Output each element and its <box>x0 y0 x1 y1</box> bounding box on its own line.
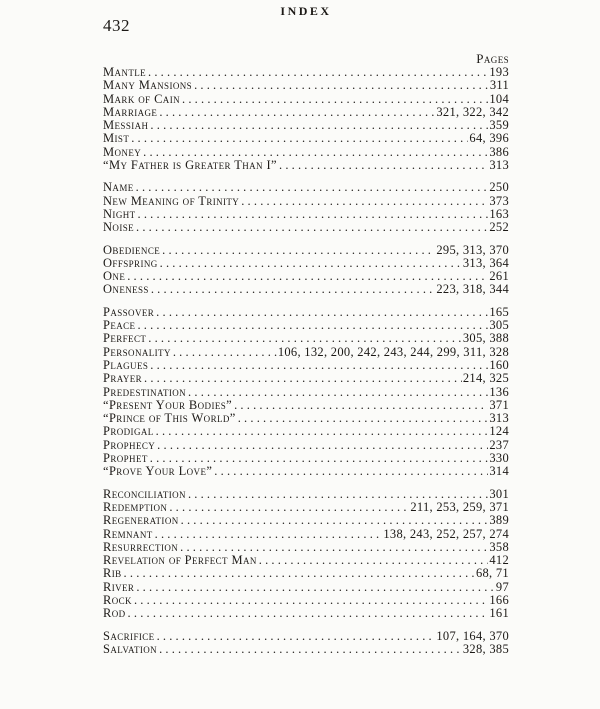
entry-pages: 193 <box>489 65 509 79</box>
entry-pages: 214, 325 <box>462 371 509 386</box>
index-group <box>103 181 509 234</box>
index-entry <box>103 306 509 319</box>
dot-leader <box>259 554 489 567</box>
index-entry <box>103 567 509 580</box>
entry-term: Resurrection <box>103 539 179 554</box>
entry-pages: 328, 385 <box>462 641 509 656</box>
index-entry <box>103 386 509 399</box>
index-group <box>103 306 509 479</box>
entry-term: Mark of Cain <box>103 91 181 106</box>
dot-leader <box>128 607 489 620</box>
dot-leader <box>138 208 489 221</box>
entry-term: Prophecy <box>103 437 156 452</box>
dot-leader <box>162 244 435 257</box>
entry-pages: 163 <box>489 206 509 221</box>
dot-leader <box>169 501 409 514</box>
entry-pages: 313, 364 <box>462 255 509 270</box>
entry-term: Obedience <box>103 242 161 257</box>
entry-pages: 386 <box>489 144 509 159</box>
index-entry <box>103 581 509 594</box>
entry-term: Rod <box>103 606 126 621</box>
entry-pages: 64, 396 <box>469 131 509 146</box>
entry-term: Rib <box>103 566 122 581</box>
index-entry <box>103 146 509 159</box>
index-content <box>103 52 509 656</box>
entry-pages: 250 <box>489 180 509 195</box>
entry-pages: 321, 322, 342 <box>436 104 509 119</box>
index-entry <box>103 257 509 270</box>
dot-leader <box>188 488 488 501</box>
index-entry <box>103 643 509 656</box>
entry-term: Remnant <box>103 526 153 541</box>
dot-leader <box>194 79 489 92</box>
dot-leader <box>143 146 488 159</box>
pages-column-label: Pages <box>476 51 509 66</box>
index-entry <box>103 399 509 412</box>
dot-leader <box>180 541 488 554</box>
entry-term: Prayer <box>103 371 143 386</box>
entry-pages: 305, 388 <box>462 331 509 346</box>
index-entry <box>103 332 509 345</box>
index-entry <box>103 159 509 172</box>
entry-term: Sacrifice <box>103 628 155 643</box>
entry-pages: 124 <box>489 424 509 439</box>
dot-leader <box>279 159 488 172</box>
entry-term: New Meaning of Trinity <box>103 193 240 208</box>
entry-term: Money <box>103 144 142 159</box>
entry-term: One <box>103 269 126 284</box>
entry-pages: 104 <box>489 91 509 106</box>
entry-term: Noise <box>103 220 135 235</box>
entry-term: Marriage <box>103 104 158 119</box>
index-entry <box>103 554 509 567</box>
entry-pages: 165 <box>489 304 509 319</box>
entry-term: Redemption <box>103 499 168 514</box>
dot-leader <box>159 643 462 656</box>
index-entry <box>103 119 509 132</box>
index-entry <box>103 528 509 541</box>
index-entry <box>103 439 509 452</box>
entry-term: Mantle <box>103 65 147 79</box>
entry-pages: 314 <box>489 464 509 479</box>
dot-leader <box>160 257 462 270</box>
dot-leader <box>238 412 489 425</box>
dot-leader <box>157 630 436 643</box>
entry-pages: 107, 164, 370 <box>436 628 509 643</box>
dot-leader <box>173 346 277 359</box>
index-entry <box>103 514 509 527</box>
entry-pages: 295, 313, 370 <box>436 242 509 257</box>
dot-leader <box>156 425 489 438</box>
dot-leader <box>157 439 488 452</box>
dot-leader <box>159 106 435 119</box>
index-group <box>103 244 509 297</box>
entry-term: Many Mansions <box>103 78 193 93</box>
index-entry <box>103 66 509 79</box>
dot-leader <box>131 132 468 145</box>
entry-term: “Prove Your Love” <box>103 464 213 479</box>
dot-leader <box>148 66 488 79</box>
index-entry <box>103 630 509 643</box>
index-entry <box>103 106 509 119</box>
dot-leader <box>124 567 475 580</box>
index-group <box>103 630 509 657</box>
entry-term: Revelation of Perfect Man <box>103 553 257 568</box>
dot-leader <box>234 399 488 412</box>
entry-term: Perfect <box>103 331 147 346</box>
entry-pages: 237 <box>489 437 509 452</box>
entry-pages: 412 <box>489 553 509 568</box>
entry-pages: 138, 243, 252, 257, 274 <box>383 526 509 541</box>
index-entry <box>103 372 509 385</box>
index-entry <box>103 319 509 332</box>
entry-term: River <box>103 579 135 594</box>
dot-leader <box>150 359 488 372</box>
page-title: INDEX <box>280 4 332 18</box>
entry-term: Rock <box>103 592 132 607</box>
index-entry <box>103 488 509 501</box>
page-header <box>103 0 510 36</box>
index-entry <box>103 594 509 607</box>
entry-pages: 252 <box>489 220 509 235</box>
entry-pages: 373 <box>489 193 509 208</box>
index-entry <box>103 244 509 257</box>
index-group <box>103 66 509 172</box>
index-group <box>103 488 509 621</box>
dot-leader <box>182 93 488 106</box>
dot-leader <box>137 319 488 332</box>
dot-leader <box>151 283 436 296</box>
dot-leader <box>127 270 488 283</box>
dot-leader <box>188 386 488 399</box>
entry-term: Prophet <box>103 451 148 466</box>
entry-pages: 359 <box>489 118 509 133</box>
index-list <box>103 66 509 656</box>
entry-term: Oneness <box>103 282 149 297</box>
entry-term: Mist <box>103 131 130 146</box>
index-entry <box>103 93 509 106</box>
index-entry <box>103 501 509 514</box>
entry-pages: 313 <box>489 158 509 173</box>
index-entry <box>103 79 509 92</box>
entry-pages: 330 <box>489 451 509 466</box>
entry-pages: 261 <box>489 269 509 284</box>
entry-term: Prodigal <box>103 424 154 439</box>
entry-pages: 136 <box>489 384 509 399</box>
entry-pages: 160 <box>489 357 509 372</box>
index-entry <box>103 270 509 283</box>
dot-leader <box>136 221 488 234</box>
entry-term: Predestination <box>103 384 187 399</box>
index-entry <box>103 181 509 194</box>
entry-term: “Present Your Bodies” <box>103 397 233 412</box>
entry-pages: 68, 71 <box>475 566 509 581</box>
dot-leader <box>156 306 488 319</box>
entry-term: Night <box>103 206 136 221</box>
index-entry <box>103 132 509 145</box>
entry-pages: 161 <box>489 606 509 621</box>
entry-term: Personality <box>103 344 171 359</box>
entry-term: “Prince of This World” <box>103 411 236 426</box>
entry-term: Plagues <box>103 357 149 372</box>
entry-term: Messiah <box>103 118 149 133</box>
dot-leader <box>150 119 488 132</box>
index-entry <box>103 465 509 478</box>
dot-leader <box>136 581 495 594</box>
dot-leader <box>134 594 488 607</box>
index-entry <box>103 412 509 425</box>
dot-leader <box>241 195 488 208</box>
dot-leader <box>155 528 383 541</box>
entry-pages: 223, 318, 344 <box>436 282 509 297</box>
entry-term: “My Father is Greater Than I” <box>103 158 277 173</box>
dot-leader <box>136 181 489 194</box>
entry-pages: 166 <box>489 592 509 607</box>
index-entry <box>103 346 509 359</box>
dot-leader <box>181 514 489 527</box>
entry-term: Offspring <box>103 255 158 270</box>
index-entry <box>103 208 509 221</box>
entry-pages: 305 <box>489 318 509 333</box>
page-number: 432 <box>103 16 130 35</box>
entry-pages: 301 <box>489 486 509 501</box>
index-entry <box>103 359 509 372</box>
index-entry <box>103 221 509 234</box>
entry-pages: 313 <box>489 411 509 426</box>
dot-leader <box>144 372 462 385</box>
index-entry <box>103 195 509 208</box>
entry-pages: 106, 132, 200, 242, 243, 244, 299, 311, 328 <box>277 344 509 359</box>
entry-pages: 358 <box>489 539 509 554</box>
entry-term: Regeneration <box>103 513 179 528</box>
index-entry <box>103 607 509 620</box>
index-entry <box>103 283 509 296</box>
entry-pages: 97 <box>495 579 509 594</box>
index-entry <box>103 452 509 465</box>
entry-term: Salvation <box>103 641 158 656</box>
entry-pages: 211, 253, 259, 371 <box>410 499 509 514</box>
entry-term: Reconciliation <box>103 486 186 501</box>
entry-pages: 371 <box>489 397 509 412</box>
entry-term: Name <box>103 180 134 195</box>
dot-leader <box>150 452 489 465</box>
index-entry <box>103 425 509 438</box>
entry-pages: 311 <box>489 78 509 93</box>
entry-term: Peace <box>103 318 136 333</box>
index-entry <box>103 541 509 554</box>
dot-leader <box>214 465 488 478</box>
entry-pages: 389 <box>489 513 509 528</box>
entry-term: Passover <box>103 304 155 319</box>
dot-leader <box>148 332 462 345</box>
